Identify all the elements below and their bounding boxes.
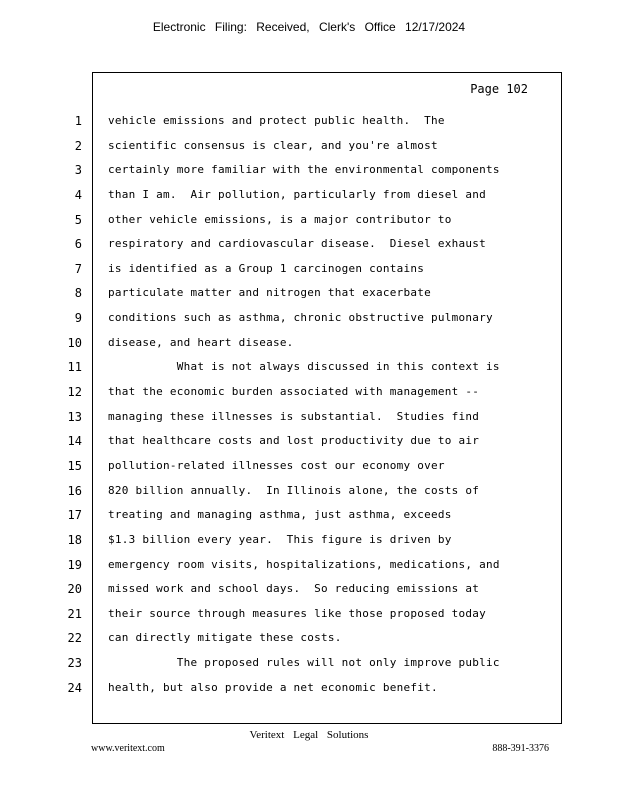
transcript-text-column — [108, 109, 548, 700]
line-number: 16 — [67, 483, 82, 498]
transcript-line: than I am. Air pollution, particularly from diesel and — [108, 187, 486, 201]
transcript-line: particulate matter and nitrogen that exacerbate — [108, 286, 432, 300]
line-number: 15 — [67, 458, 82, 473]
filing-stamp-header: Electronic Filing: Received, Clerk's Office 12/17/2024 — [152, 20, 466, 34]
transcript-line: certainly more familiar with the environmental components — [108, 163, 500, 177]
transcript-line: that healthcare costs and lost productivity due to air — [108, 434, 480, 448]
line-number: 1 — [74, 114, 82, 128]
line-number: 17 — [67, 508, 82, 523]
transcript-line: disease, and heart disease. — [108, 335, 294, 349]
transcript-line: pollution-related illnesses cost our economy over — [108, 458, 445, 472]
transcript-line: conditions such as asthma, chronic obstructive pulmonary — [108, 311, 493, 325]
transcript-line: scientific consensus is clear, and you're almost — [108, 138, 438, 152]
transcript-line: is identified as a Group 1 carcinogen contains — [108, 261, 425, 275]
line-number: 14 — [67, 434, 82, 449]
line-number: 11 — [67, 360, 82, 375]
line-number: 21 — [67, 606, 82, 621]
line-number: 18 — [67, 532, 82, 547]
line-number: 8 — [74, 286, 82, 301]
transcript-line: 820 billion annually. In Illinois alone, the costs of — [108, 483, 480, 497]
transcript-line: $1.3 billion every year. This figure is driven by — [108, 532, 452, 546]
transcript-line: managing these illnesses is substantial. Studies find — [108, 409, 480, 423]
line-number: 5 — [74, 212, 82, 227]
line-number: 6 — [74, 237, 82, 252]
line-number: 22 — [67, 631, 82, 646]
line-number: 13 — [67, 409, 82, 424]
transcript-line: treating and managing asthma, just asthma, exceeds — [108, 508, 452, 522]
line-number: 4 — [74, 187, 82, 202]
transcript-line: emergency room visits, hospitalizations, medications, and — [108, 557, 500, 571]
line-number: 24 — [67, 680, 82, 695]
transcript-line: The proposed rules will not only improve public — [108, 656, 500, 670]
transcript-line: health, but also provide a net economic benefit. — [108, 680, 438, 694]
line-number-column — [0, 109, 82, 700]
transcript-line: missed work and school days. So reducing emissions at — [108, 582, 480, 596]
transcript-line: that the economic burden associated with management -- — [108, 385, 480, 399]
line-number: 2 — [74, 138, 82, 153]
transcript-line: other vehicle emissions, is a major contributor to — [108, 212, 452, 226]
line-number: 3 — [74, 163, 82, 178]
footer-company-name: Veritext Legal Solutions — [249, 729, 369, 741]
transcript-line: their source through measures like those proposed today — [108, 606, 486, 620]
transcript-line: What is not always discussed in this context is — [108, 360, 500, 374]
transcript-line: respiratory and cardiovascular disease. Diesel exhaust — [108, 237, 486, 251]
page-number: Page 102 — [470, 82, 528, 96]
line-number: 10 — [67, 335, 82, 350]
footer-website: www.veritext.com — [91, 743, 165, 754]
line-number: 12 — [67, 385, 82, 400]
line-number: 23 — [67, 656, 82, 671]
line-number: 20 — [67, 582, 82, 597]
line-number: 9 — [74, 311, 82, 326]
footer-phone: 888-391-3376 — [492, 743, 549, 754]
line-number: 7 — [74, 261, 82, 276]
transcript-line: vehicle emissions and protect public health. The — [108, 114, 445, 127]
transcript-line: can directly mitigate these costs. — [108, 631, 342, 645]
line-number: 19 — [67, 557, 82, 572]
